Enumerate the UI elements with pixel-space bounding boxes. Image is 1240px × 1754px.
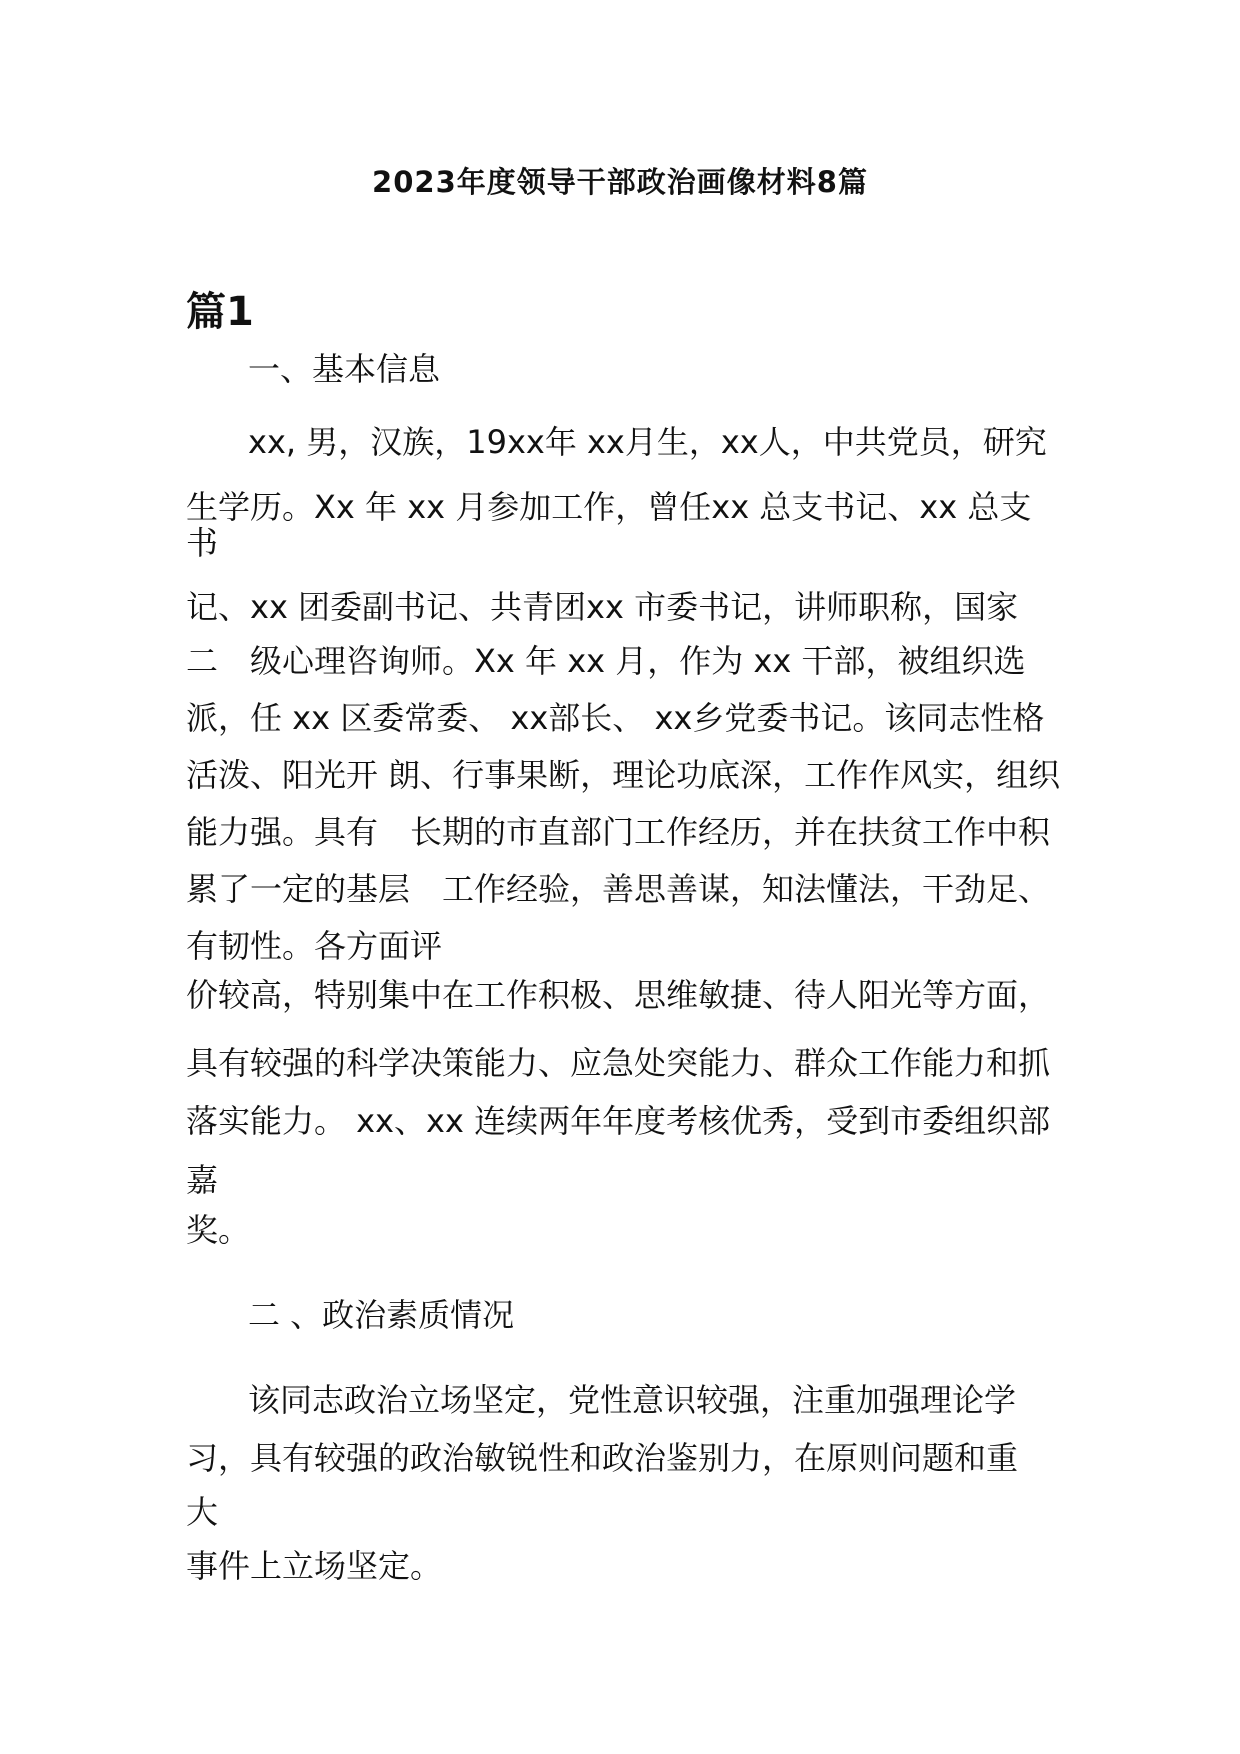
text-line: xx, 男，汉族，19xx年 xx月生，xx人，中共党员，研究 bbox=[248, 423, 1047, 461]
document-title: 2023年度领导干部政治画像材料8篇 bbox=[372, 165, 868, 199]
section-heading-basic-info: 一、基本信息 bbox=[248, 350, 441, 388]
text-line: 记、xx 团委副书记、共青团xx 市委书记，讲师职称，国家 bbox=[186, 588, 1019, 626]
text-line: 价较高，特别集中在工作积极、思维敏捷、待人阳光等方面， bbox=[186, 976, 1051, 1014]
text-line: 能力强。具有 长期的市直部门工作经历，并在扶贫工作中积 bbox=[186, 813, 1051, 851]
text-line: 书 bbox=[186, 524, 219, 562]
chapter-heading: 篇1 bbox=[186, 289, 254, 335]
text-line: 活泼、阳光开 朗、行事果断，理论功底深，工作作风实，组织 bbox=[186, 756, 1061, 794]
text-line: 习，具有较强的政治敏锐性和政治鉴别力，在原则问题和重 bbox=[186, 1439, 1019, 1477]
text-line: 派，任 xx 区委常委、 xx部长、 xx乡党委书记。该同志性格 bbox=[186, 699, 1045, 737]
text-line: 事件上立场坚定。 bbox=[186, 1547, 443, 1585]
text-line: 累了一定的基层 工作经验，善思善谋，知法懂法，干劲足、 bbox=[186, 870, 1051, 908]
text-line: 大 bbox=[186, 1493, 219, 1531]
text-line: 二 级心理咨询师。Xx 年 xx 月，作为 xx 干部，被组织选 bbox=[186, 642, 1026, 680]
section-heading-political-quality: 二 、政治素质情况 bbox=[248, 1296, 515, 1334]
text-line: 生学历。Xx 年 xx 月参加工作，曾任xx 总支书记、xx 总支 bbox=[186, 488, 1032, 526]
text-line: 该同志政治立场坚定，党性意识较强，注重加强理论学 bbox=[248, 1381, 1017, 1419]
text-line: 有韧性。各方面评 bbox=[186, 927, 443, 965]
text-line: 落实能力。 xx、xx 连续两年年度考核优秀，受到市委组织部 bbox=[186, 1102, 1051, 1140]
text-line: 嘉 bbox=[186, 1161, 219, 1199]
text-line: 具有较强的科学决策能力、应急处突能力、群众工作能力和抓 bbox=[186, 1044, 1051, 1082]
text-line: 奖。 bbox=[186, 1211, 251, 1249]
